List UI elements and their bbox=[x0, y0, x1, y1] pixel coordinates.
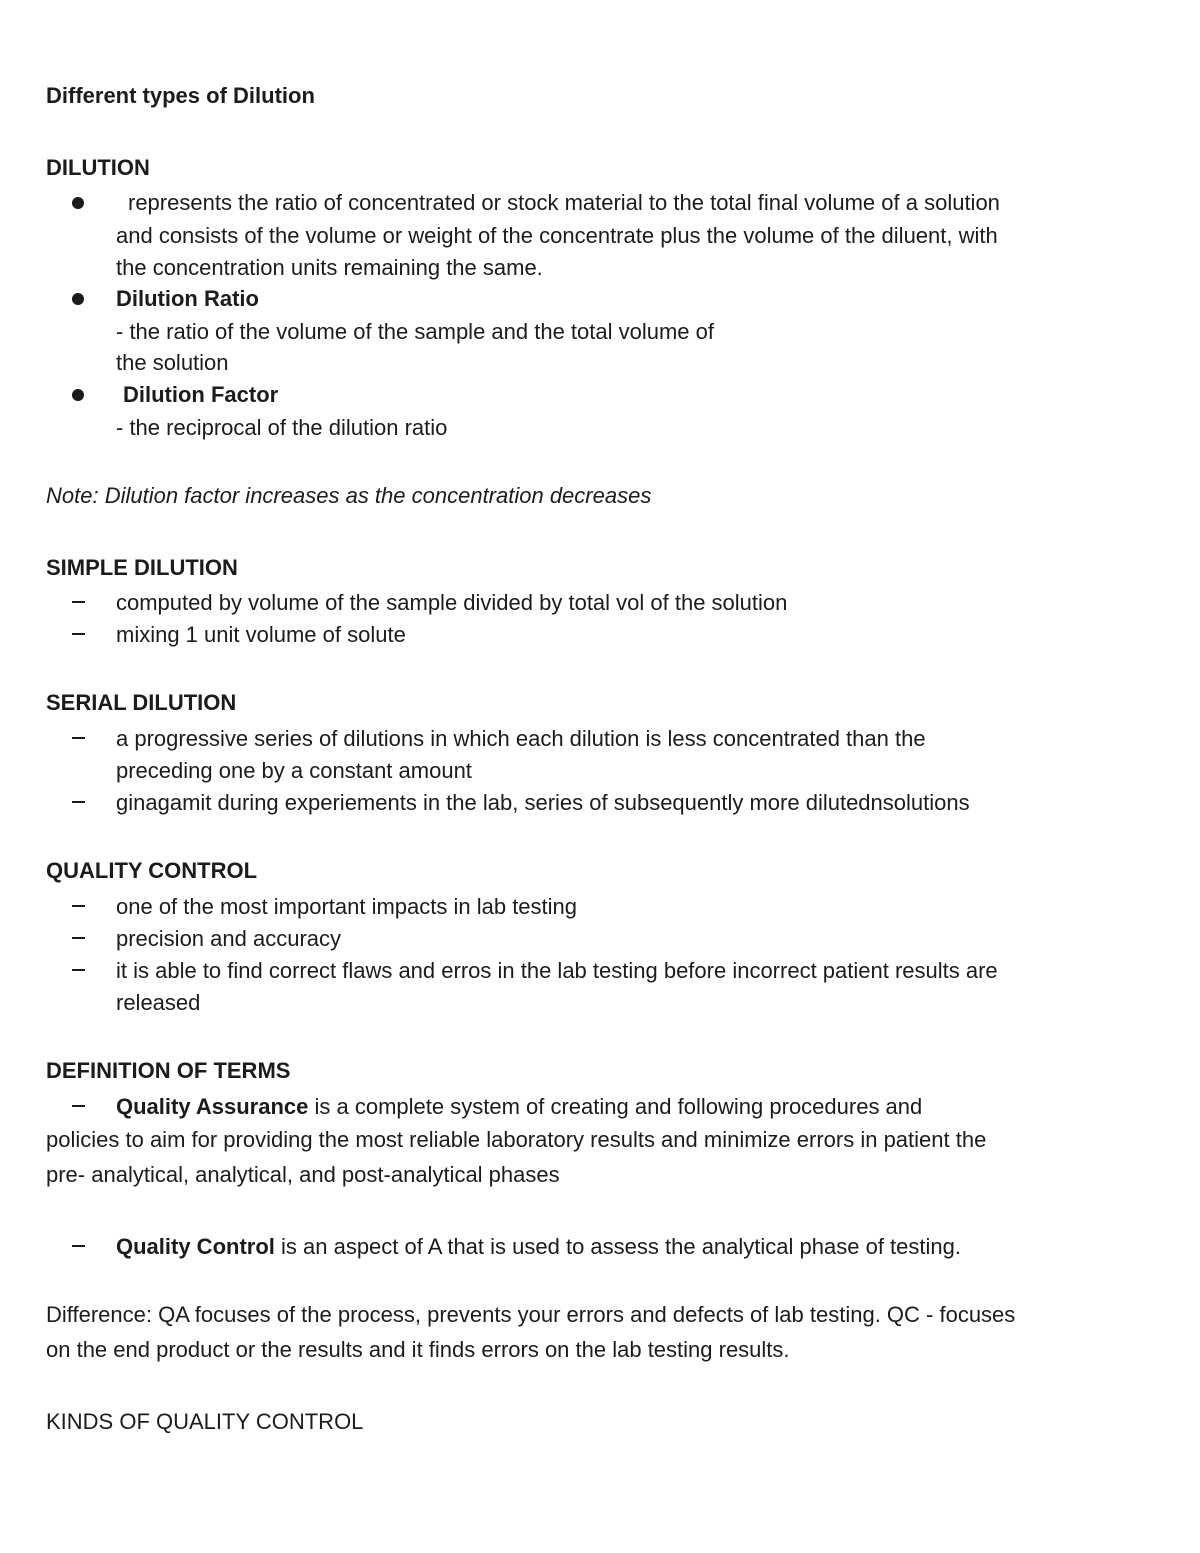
dash-bullet-icon bbox=[72, 801, 85, 803]
dash-bullet-icon bbox=[72, 1105, 85, 1107]
dash-bullet-icon bbox=[72, 969, 85, 971]
dash-bullet-icon bbox=[72, 737, 85, 739]
dilution-factor-title: Dilution Factor bbox=[123, 382, 279, 407]
quality-control-item-1: one of the most important impacts in lab testing bbox=[116, 894, 578, 919]
serial-dilution-heading: SERIAL DILUTION bbox=[46, 690, 237, 715]
dilution-ratio-line-1: - the ratio of the volume of the sample and the total volume of bbox=[116, 319, 715, 344]
difference-line-2: on the end product or the results and it finds errors on the lab testing results. bbox=[46, 1337, 790, 1362]
serial-dilution-item-1-line-1: a progressive series of dilutions in which each dilution is less concentrated than the bbox=[116, 726, 926, 751]
serial-dilution-item-1-line-2: preceding one by a constant amount bbox=[116, 758, 472, 783]
serial-dilution-item-2: ginagamit during experiements in the lab, series of subsequently more dilutednsolutions bbox=[116, 790, 970, 815]
bullet-dot-icon bbox=[72, 293, 84, 305]
quality-control-item-3-line-2: released bbox=[116, 990, 201, 1015]
quality-assurance-line-3: pre- analytical, analytical, and post-analytical phases bbox=[46, 1162, 560, 1187]
difference-line-1: Difference: QA focuses of the process, prevents your errors and defects of lab testing. QC - focuses bbox=[46, 1302, 1016, 1327]
dilution-note: Note: Dilution factor increases as the concentration decreases bbox=[46, 483, 652, 508]
bullet-dot-icon bbox=[72, 389, 84, 401]
definition-of-terms-heading: DEFINITION OF TERMS bbox=[46, 1058, 291, 1083]
dilution-definition-line-1: represents the ratio of concentrated or stock material to the total final volume of a solution bbox=[128, 190, 1000, 215]
dash-bullet-icon bbox=[72, 1245, 85, 1247]
dilution-definition-line-3: the concentration units remaining the same. bbox=[116, 255, 543, 280]
dilution-ratio-line-2: the solution bbox=[116, 350, 229, 375]
simple-dilution-heading: SIMPLE DILUTION bbox=[46, 555, 238, 580]
quality-control-definition: is an aspect of A that is used to assess the analytical phase of testing. bbox=[274, 1234, 961, 1259]
document-title: Different types of Dilution bbox=[46, 83, 315, 108]
simple-dilution-item-2: mixing 1 unit volume of solute bbox=[116, 622, 406, 647]
dilution-heading: DILUTION bbox=[46, 155, 150, 180]
quality-assurance-line-1 bbox=[116, 1096, 922, 1118]
dilution-definition-line-2: and consists of the volume or weight of the concentrate plus the volume of the diluent, with bbox=[116, 223, 998, 248]
quality-assurance-term: Quality Assurance bbox=[116, 1094, 309, 1119]
dash-bullet-icon bbox=[72, 937, 85, 939]
dilution-ratio-title: Dilution Ratio bbox=[116, 286, 259, 311]
quality-control-term-line bbox=[116, 1236, 961, 1258]
quality-control-heading: QUALITY CONTROL bbox=[46, 858, 258, 883]
dash-bullet-icon bbox=[72, 905, 85, 907]
simple-dilution-item-1: computed by volume of the sample divided by total vol of the solution bbox=[116, 590, 788, 615]
quality-control-term: Quality Control bbox=[116, 1234, 275, 1259]
kinds-of-quality-control-heading: KINDS OF QUALITY CONTROL bbox=[46, 1409, 364, 1434]
quality-assurance-definition: is a complete system of creating and following procedures and bbox=[308, 1094, 923, 1119]
quality-assurance-line-2: policies to aim for providing the most reliable laboratory results and minimize errors in patient the bbox=[46, 1127, 987, 1152]
dash-bullet-icon bbox=[72, 633, 85, 635]
dilution-factor-line-1: - the reciprocal of the dilution ratio bbox=[116, 415, 448, 440]
bullet-dot-icon bbox=[72, 197, 84, 209]
quality-control-item-2: precision and accuracy bbox=[116, 926, 342, 951]
quality-control-item-3-line-1: it is able to find correct flaws and erros in the lab testing before incorrect patient results are bbox=[116, 958, 998, 983]
dash-bullet-icon bbox=[72, 601, 85, 603]
